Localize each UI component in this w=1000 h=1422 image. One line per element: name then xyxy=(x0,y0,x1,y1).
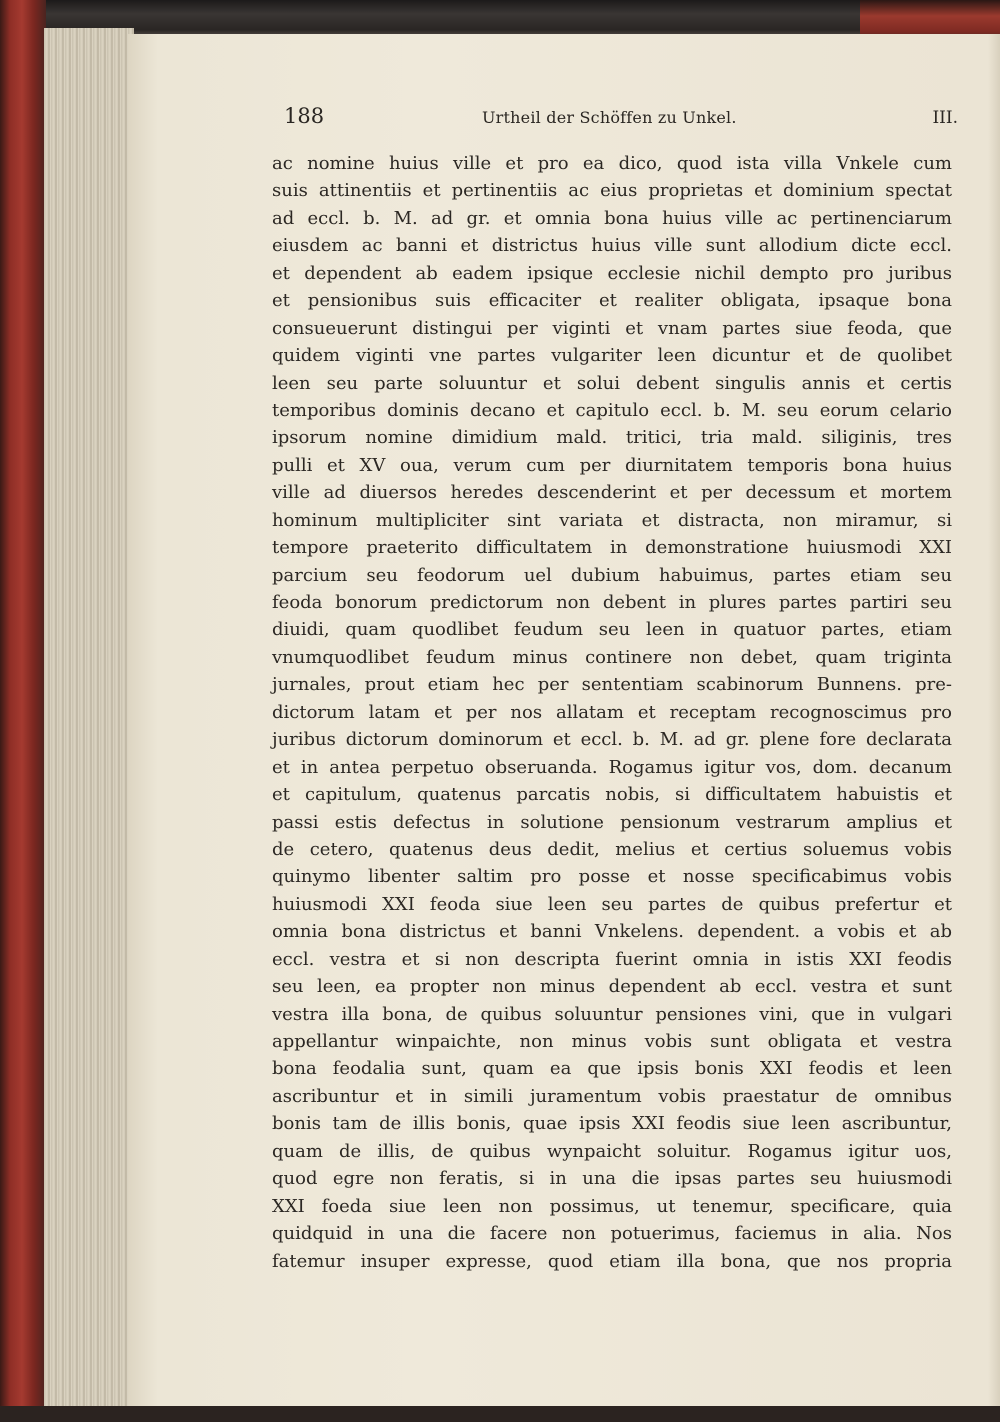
text-line: ville ad diuersos heredes descenderint et per decessum et mortem xyxy=(272,482,952,504)
text-line: parcium seu feodorum uel dubium habuimus, partes etiam seu xyxy=(272,564,952,586)
body-text xyxy=(272,150,952,1275)
text-line: tempore praeterito difficultatem in demonstratione huiusmodi XXI xyxy=(272,537,952,559)
page-stack-edges xyxy=(44,28,134,1408)
book-cover-bottom-edge xyxy=(0,1406,1000,1422)
text-line: feoda bonorum predictorum non debent in plures partes partiri seu xyxy=(272,592,952,613)
text-line: pulli et XV oua, verum cum per diurnitatem temporis bona huius xyxy=(272,454,952,476)
book-cover-left-edge xyxy=(0,0,46,1422)
text-line: eccl. vestra et si non descripta fuerint omnia in istis XXI feodis xyxy=(272,948,952,970)
text-line: diuidi, quam quodlibet feudum seu leen in quatuor partes, etiam xyxy=(272,619,952,641)
text-line: hominum multipliciter sint variata et distracta, non miramur, si xyxy=(272,509,952,531)
text-line: et dependent ab eadem ipsique ecclesie nichil dempto pro juribus xyxy=(272,262,952,284)
text-line: quidem viginti vne partes vulgariter leen dicuntur et de quolibet xyxy=(272,345,952,367)
text-line: de cetero, quatenus deus dedit, melius et certius soluemus vobis xyxy=(272,838,952,860)
running-title: Urtheil der Schöffen zu Unkel. xyxy=(482,108,737,127)
text-line: leen seu parte soluuntur et solui debent singulis annis et certis xyxy=(272,372,952,394)
text-line: vestra illa bona, de quibus soluuntur pensiones vini, que in vulgari xyxy=(272,1003,952,1025)
text-line: quidquid in una die facere non potuerimus, faciemus in alia. Nos xyxy=(272,1223,952,1245)
text-line: seu leen, ea propter non minus dependent ab eccl. vestra et sunt xyxy=(272,976,952,998)
text-line: dictorum latam et per nos allatam et receptam recognoscimus pro xyxy=(272,701,952,723)
text-line: ipsorum nomine dimidium mald. tritici, tria mald. siliginis, tres xyxy=(272,427,952,449)
text-line: suis attinentiis et pertinentiis ac eius proprietas et dominium spectat xyxy=(272,180,952,202)
book-cover-top-edge xyxy=(0,0,1000,36)
text-line: fatemur insuper expresse, quod etiam illa bona, que nos propria xyxy=(272,1250,952,1272)
text-line: quod egre non feratis, si in una die ipsas partes seu huiusmodi xyxy=(272,1168,952,1190)
text-line: huiusmodi XXI feoda siue leen seu partes de quibus prefertur et xyxy=(272,893,952,915)
text-line: passi estis defectus in solutione pensionum vestrarum amplius et xyxy=(272,811,952,833)
text-line: jurnales, prout etiam hec per sententiam scabinorum Bunnens. pre- xyxy=(272,674,952,696)
text-line: consueuerunt distingui per viginti et vnam partes siue feoda, que xyxy=(272,317,952,339)
text-line: ad eccl. b. M. ad gr. et omnia bona huius ville ac pertinenciarum xyxy=(272,207,952,229)
page-header xyxy=(280,104,960,134)
text-line: temporibus dominis decano et capitulo eccl. b. M. seu eorum celario xyxy=(272,399,952,421)
text-line: quinymo libenter saltim pro posse et nosse specificabimus vobis xyxy=(272,866,952,888)
text-line: bona feodalia sunt, quam ea que ipsis bonis XXI feodis et leen xyxy=(272,1058,952,1080)
text-line: ascribuntur et in simili juramentum vobis praestatur de omnibus xyxy=(272,1085,952,1107)
text-line: appellantur winpaichte, non minus vobis sunt obligata et vestra xyxy=(272,1031,952,1052)
text-line: eiusdem ac banni et districtus huius ville sunt allodium dicte eccl. xyxy=(272,235,952,257)
page-number: 188 xyxy=(284,104,325,128)
text-line: juribus dictorum dominorum et eccl. b. M. ad gr. plene fore declarata xyxy=(272,729,952,751)
text-line: et capitulum, quatenus parcatis nobis, si difficultatem habuistis et xyxy=(272,784,952,806)
text-line: quam de illis, de quibus wynpaicht soluitur. Rogamus igitur uos, xyxy=(272,1140,952,1162)
text-line: omnia bona districtus et banni Vnkelens. dependent. a vobis et ab xyxy=(272,921,952,943)
text-line: XXI foeda siue leen non possimus, ut tenemur, specificare, quia xyxy=(272,1195,952,1217)
text-line: ac nomine huius ville et pro ea dico, quod ista villa Vnkele cum xyxy=(272,153,952,174)
section-number: III. xyxy=(932,108,958,128)
text-line: vnumquodlibet feudum minus continere non debet, quam triginta xyxy=(272,646,952,668)
text-line: et pensionibus suis efficaciter et realiter obligata, ipsaque bona xyxy=(272,290,952,312)
text-line: bonis tam de illis bonis, quae ipsis XXI feodis siue leen ascribuntur, xyxy=(272,1113,952,1135)
text-line: et in antea perpetuo obseruanda. Rogamus igitur vos, dom. decanum xyxy=(272,756,952,778)
